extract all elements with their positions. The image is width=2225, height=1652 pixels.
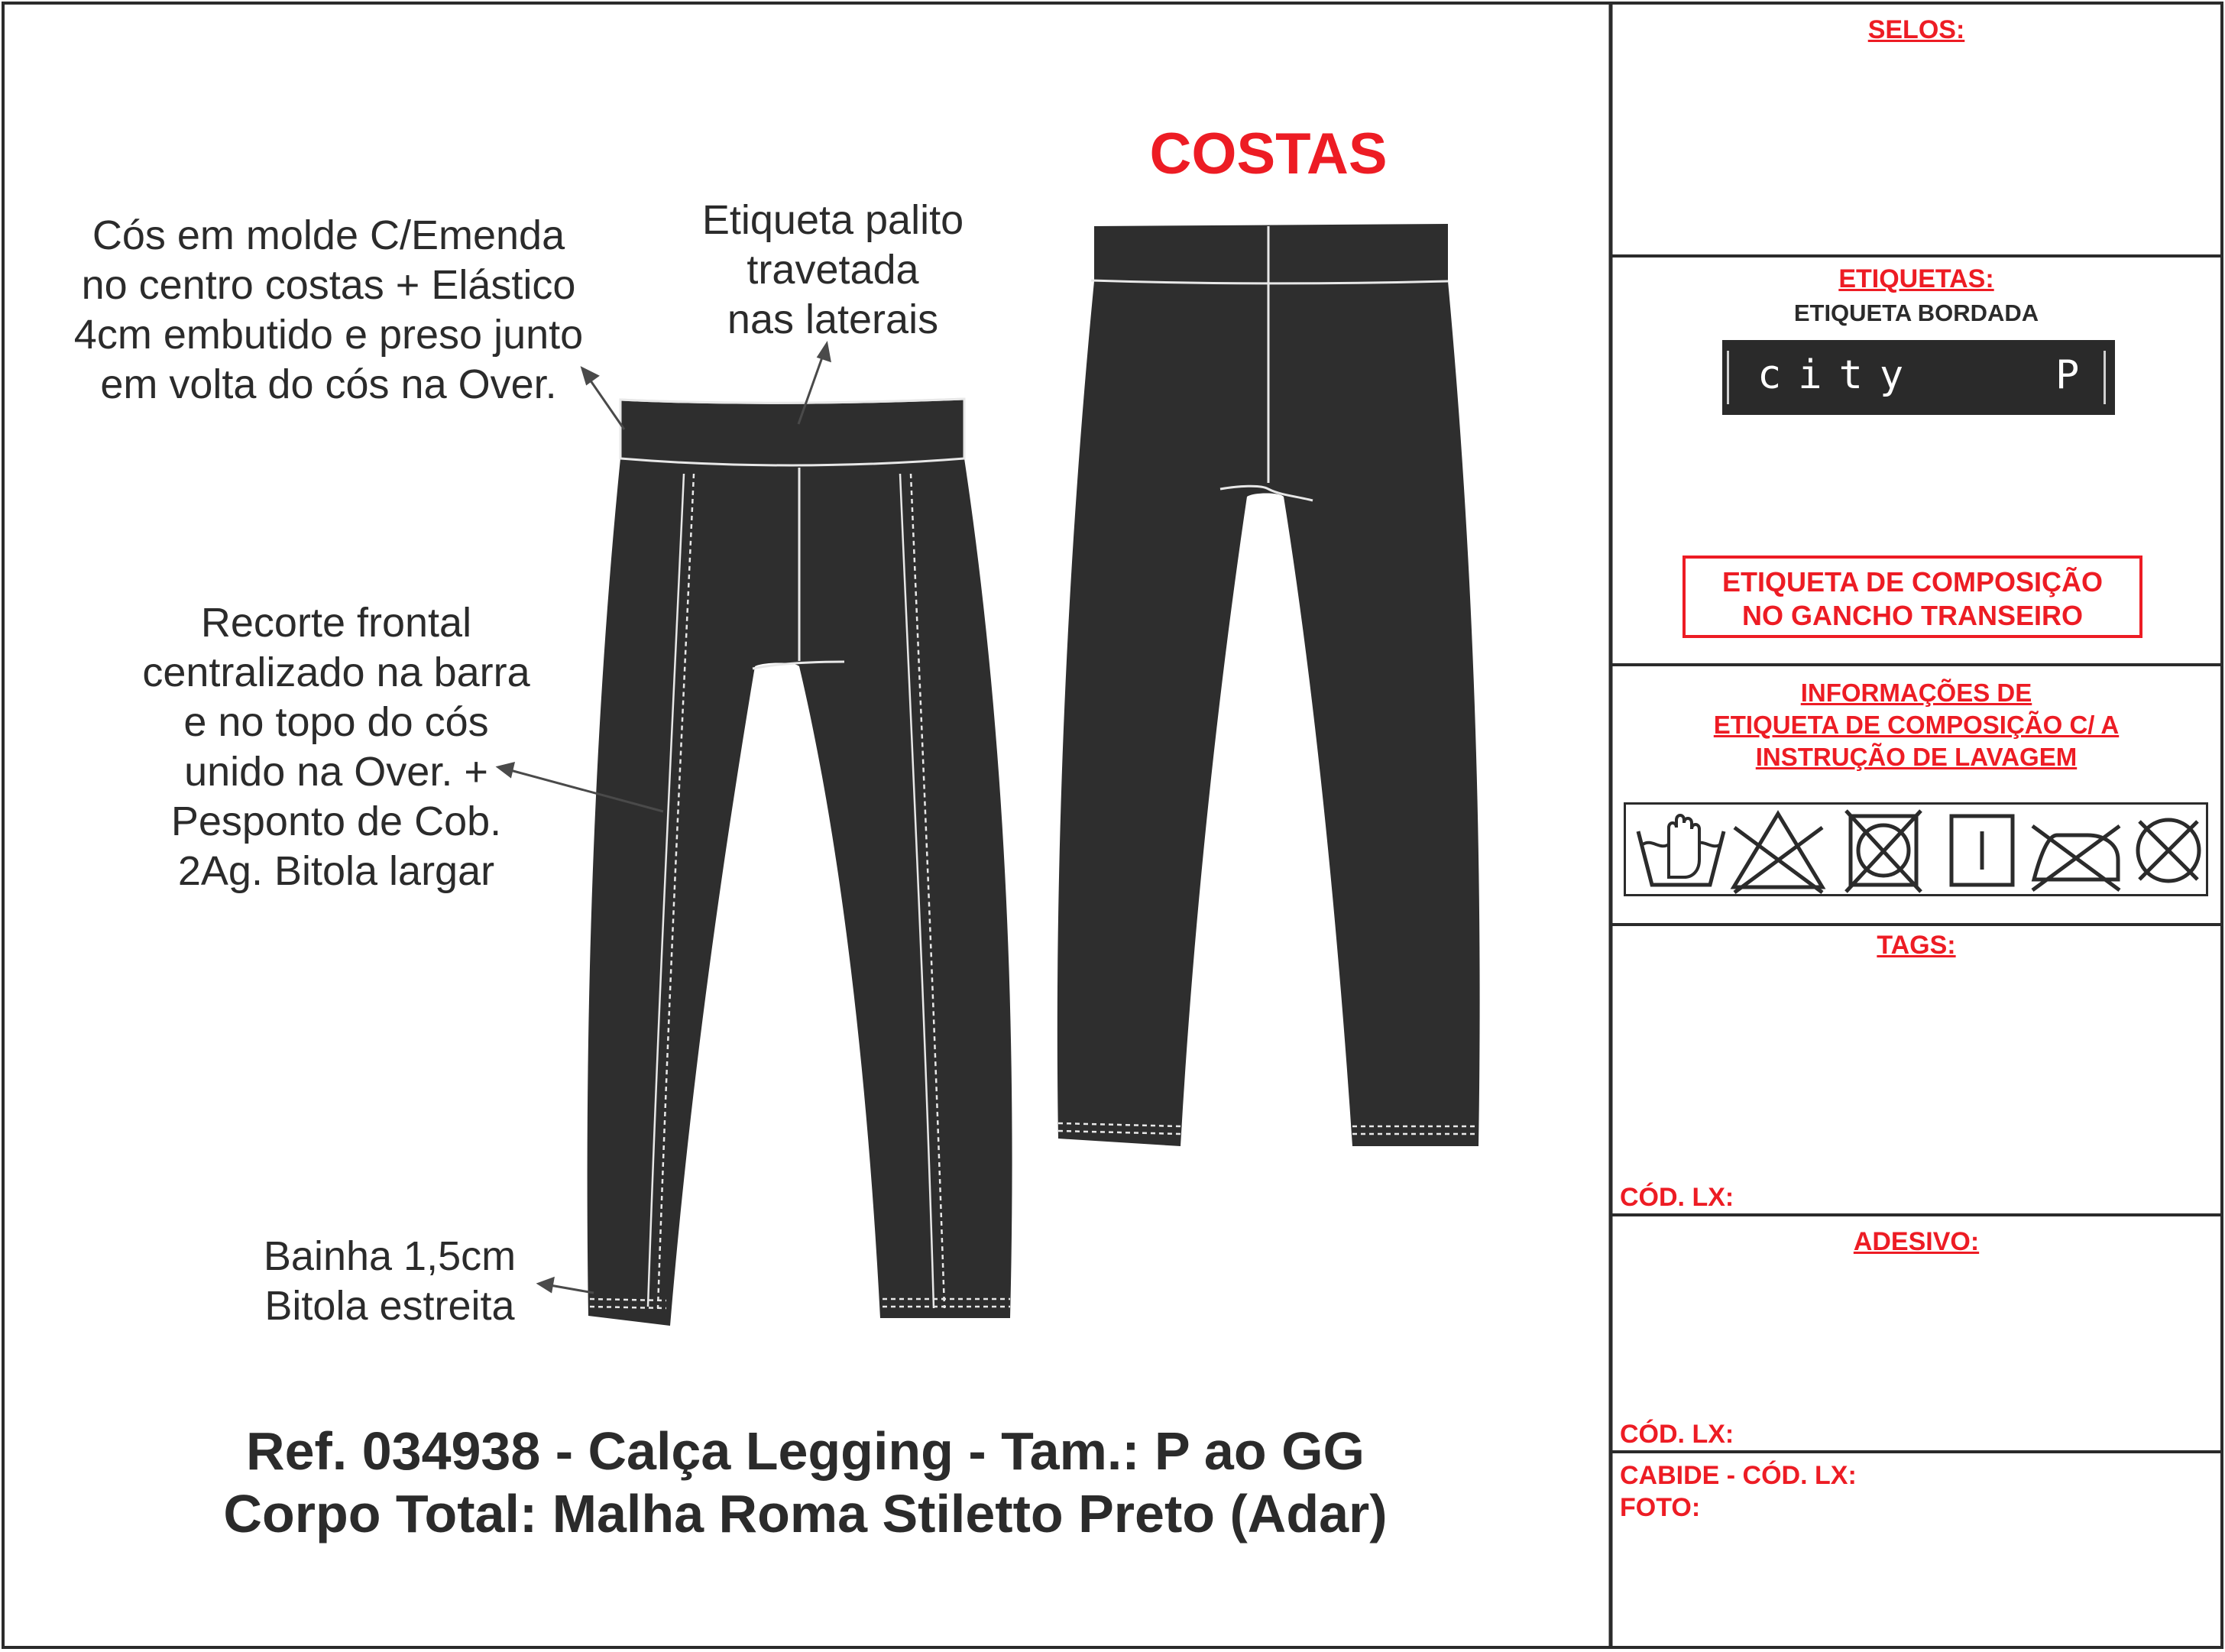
composition-line: ETIQUETA DE COMPOSIÇÃO — [1721, 566, 2104, 598]
callout-line: e no topo do cós — [183, 699, 489, 745]
no-tumble-dry-icon — [1841, 805, 1925, 896]
reference-title — [0, 1420, 1611, 1545]
reference-line-1: Ref. 034938 - Calça Legging - Tam.: P ao GG — [246, 1421, 1365, 1481]
care-heading-line: INFORMAÇÕES DE — [1800, 679, 2032, 707]
callout-line: unido na Over. + — [184, 749, 488, 795]
callout-line: em volta do cós na Over. — [100, 361, 557, 407]
no-dry-clean-icon — [2130, 805, 2207, 896]
callout-line: 4cm embutido e preso junto — [73, 312, 584, 358]
composition-line: NO GANCHO TRANSEIRO — [1741, 600, 2083, 631]
callout-line: travetada — [747, 247, 919, 293]
woven-brand-label — [1722, 340, 2115, 415]
brand-label-right: P — [2055, 352, 2080, 398]
foto-label: FOTO: — [1620, 1493, 1701, 1522]
composition-label-box — [1683, 556, 2142, 638]
no-iron-icon — [2026, 805, 2126, 896]
hem-callout — [229, 1232, 550, 1331]
adesivo-cod-lx: CÓD. LX: — [1620, 1420, 1734, 1449]
callout-line: Etiqueta palito — [701, 197, 964, 243]
etiqueta-bordada-text: ETIQUETA BORDADA — [1793, 300, 2039, 326]
front-seam-callout — [92, 598, 581, 896]
label-callout — [672, 196, 993, 345]
callout-line: Pesponto de Cob. — [170, 798, 502, 844]
adesivo-heading: ADESIVO: — [1853, 1227, 1980, 1256]
cabide-cod-lx: CABIDE - CÓD. LX: — [1620, 1461, 1857, 1490]
tags-cod-lx: CÓD. LX: — [1620, 1183, 1734, 1212]
brand-label-left: city — [1757, 352, 1921, 398]
callout-line: no centro costas + Elástico — [81, 262, 576, 308]
back-view-title: COSTAS — [1149, 121, 1388, 186]
callout-line: centralizado na barra — [142, 649, 530, 695]
care-info-heading — [1611, 677, 2222, 773]
callout-line: nas laterais — [727, 296, 939, 342]
callout-line: 2Ag. Bitola largar — [177, 848, 495, 894]
callout-line: Recorte frontal — [200, 600, 472, 646]
care-symbols-box — [1624, 802, 2208, 896]
callout-line: Bainha 1,5cm — [263, 1233, 517, 1279]
no-bleach-icon — [1727, 805, 1830, 896]
waistband-callout — [31, 211, 627, 410]
callout-line: Cós em molde C/Emenda — [92, 212, 565, 258]
etiquetas-heading: ETIQUETAS: — [1838, 264, 1994, 293]
care-heading-line: ETIQUETA DE COMPOSIÇÃO C/ A — [1713, 711, 2120, 739]
line-dry-icon — [1938, 805, 2022, 896]
callout-line: Bitola estreita — [264, 1283, 515, 1329]
care-heading-line: INSTRUÇÃO DE LAVAGEM — [1755, 743, 2078, 771]
reference-line-2: Corpo Total: Malha Roma Stiletto Preto (Adar) — [223, 1484, 1388, 1543]
selos-heading: SELOS: — [1867, 15, 1965, 44]
tags-heading: TAGS: — [1877, 931, 1956, 960]
hand-wash-icon — [1629, 805, 1728, 896]
